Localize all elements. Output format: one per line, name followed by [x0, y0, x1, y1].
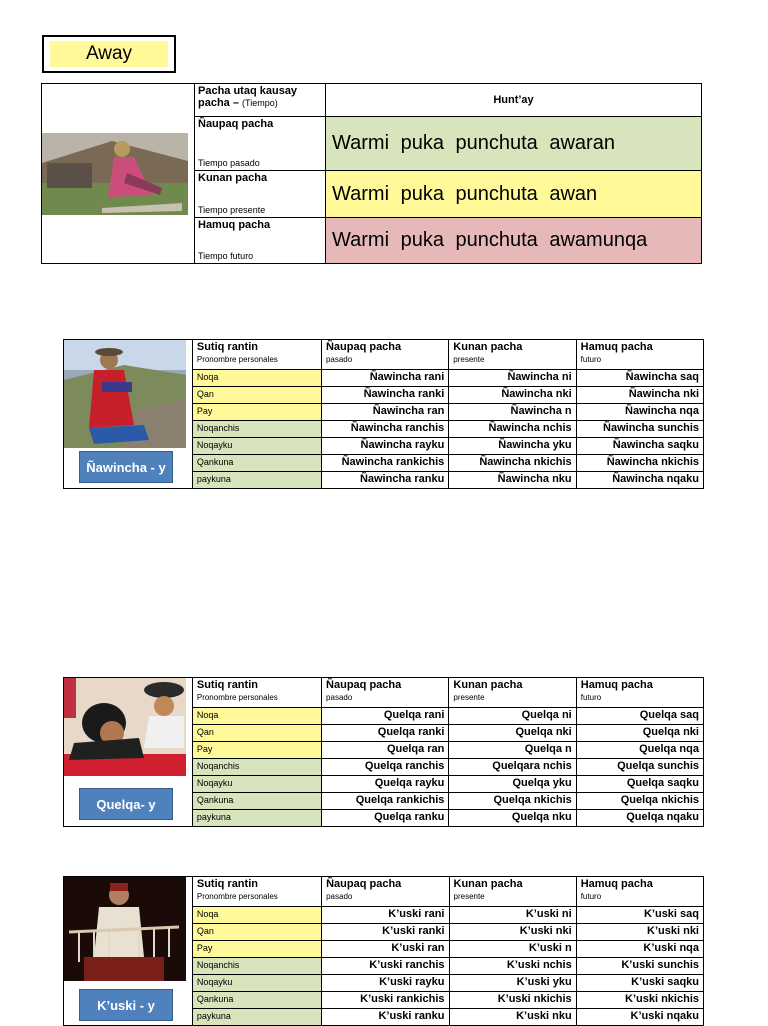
away-label: Away: [50, 41, 168, 67]
past-form: Ñawincha ranki: [321, 387, 448, 404]
tense-present-cell: Kunan pacha Tiempo presente: [195, 171, 326, 218]
present-form: Ñawincha nkichis: [449, 455, 576, 472]
tense-future-cell: Hamuq pacha Tiempo futuro: [195, 218, 326, 264]
present-form: Ñawincha n: [449, 404, 576, 421]
past-form: Ñawincha ran: [321, 404, 448, 421]
pronoun-cell: Noqanchis: [192, 958, 321, 975]
past-form: Ñawincha rani: [321, 370, 448, 387]
past-form: K’uski ran: [322, 941, 449, 958]
present-form: Quelqa nki: [449, 725, 576, 742]
pronoun-cell: Qan: [192, 725, 321, 742]
present-form: Ñawincha ni: [449, 370, 576, 387]
past-form: K’uski rayku: [322, 975, 449, 992]
present-form: Quelqa nkichis: [449, 793, 576, 810]
pronoun-cell: Qan: [192, 387, 321, 404]
sentence-present: Warmi puka punchuta awan: [326, 171, 702, 218]
future-form: K’uski nqa: [576, 941, 703, 958]
pronoun-cell: Noqa: [192, 708, 321, 725]
present-form: K’uski nki: [449, 924, 576, 941]
future-form: Quelqa nqaku: [576, 810, 703, 827]
present-form: Ñawincha nki: [449, 387, 576, 404]
past-form: Ñawincha rankichis: [321, 455, 448, 472]
conjugation-table: [63, 876, 704, 1026]
future-form: Ñawincha sunchis: [576, 421, 703, 438]
future-form: Quelqa nqa: [576, 742, 703, 759]
header-past: Ñaupaq pacha pasado: [322, 877, 449, 907]
pronoun-cell: Noqanchis: [192, 759, 321, 776]
future-form: Quelqa saqku: [576, 776, 703, 793]
past-form: Ñawincha rayku: [321, 438, 448, 455]
conjugation-table: [63, 339, 704, 489]
future-form: Quelqa saq: [576, 708, 703, 725]
header-pronoun: Sutiq rantin Pronombre personales: [192, 678, 321, 708]
past-form: Quelqa ranki: [322, 725, 449, 742]
past-form: Quelqa rani: [322, 708, 449, 725]
past-form: Quelqa ranku: [322, 810, 449, 827]
past-form: Quelqa ranchis: [322, 759, 449, 776]
sentence-col-header: Hunt’ay: [326, 84, 702, 117]
past-form: Quelqa rayku: [322, 776, 449, 793]
future-form: Quelqa nkichis: [576, 793, 703, 810]
present-form: Ñawincha nku: [449, 472, 576, 489]
tense-table: [41, 83, 702, 264]
past-form: K’uski rani: [322, 907, 449, 924]
pronoun-cell: paykuna: [192, 1009, 321, 1026]
pronoun-cell: Qankuna: [192, 455, 321, 472]
future-form: Quelqa sunchis: [576, 759, 703, 776]
header-past: Ñaupaq pacha pasado: [321, 340, 448, 370]
pronoun-cell: Pay: [192, 742, 321, 759]
future-form: K’uski sunchis: [576, 958, 703, 975]
present-form: K’uski ni: [449, 907, 576, 924]
past-form: K’uski ranku: [322, 1009, 449, 1026]
verb-photo-cell: [64, 678, 193, 827]
header-pronoun: Sutiq rantin Pronombre personales: [192, 877, 321, 907]
pronoun-cell: Noqayku: [192, 438, 321, 455]
future-form: Ñawincha nki: [576, 387, 703, 404]
header-pronoun: Sutiq rantin Pronombre personales: [192, 340, 321, 370]
past-form: Ñawincha ranku: [321, 472, 448, 489]
pronoun-cell: Noqayku: [192, 776, 321, 793]
writing-child-photo: [64, 678, 186, 776]
future-form: Ñawincha nqa: [576, 404, 703, 421]
future-form: Ñawincha saq: [576, 370, 703, 387]
header-future: Hamuq pacha futuro: [576, 678, 703, 708]
present-form: Quelqara nchis: [449, 759, 576, 776]
conjugation-table: [63, 677, 704, 827]
header-present: Kunan pacha presente: [449, 678, 576, 708]
pronoun-cell: Noqanchis: [192, 421, 321, 438]
pronoun-cell: Noqa: [192, 907, 321, 924]
past-form: K’uski rankichis: [322, 992, 449, 1009]
present-form: Quelqa ni: [449, 708, 576, 725]
past-form: K’uski ranchis: [322, 958, 449, 975]
weaving-man-photo: [64, 877, 186, 981]
past-form: Ñawincha ranchis: [321, 421, 448, 438]
pronoun-cell: paykuna: [192, 810, 321, 827]
pronoun-cell: Qankuna: [192, 992, 321, 1009]
tense-col-header: Pacha utaq kausay pacha – (Tiempo): [195, 84, 326, 117]
pronoun-cell: paykuna: [192, 472, 321, 489]
pronoun-cell: Noqa: [192, 370, 321, 387]
weaving-woman-photo: [42, 133, 188, 215]
header-present: Kunan pacha presente: [449, 340, 576, 370]
reading-woman-photo: [64, 340, 186, 448]
future-form: Quelqa nki: [576, 725, 703, 742]
header-past: Ñaupaq pacha pasado: [322, 678, 449, 708]
sentence-future: Warmi puka punchuta awamunqa: [326, 218, 702, 264]
future-form: K’uski nqaku: [576, 1009, 703, 1026]
verb-badge: Ñawincha - y: [79, 451, 173, 483]
sentence-past: Warmi puka punchuta awaran: [326, 117, 702, 171]
pronoun-cell: Noqayku: [192, 975, 321, 992]
future-form: K’uski saq: [576, 907, 703, 924]
pronoun-cell: Qan: [192, 924, 321, 941]
future-form: Ñawincha nqaku: [576, 472, 703, 489]
weaving-photo-cell: [42, 84, 195, 264]
header-present: Kunan pacha presente: [449, 877, 576, 907]
present-form: K’uski nchis: [449, 958, 576, 975]
present-form: K’uski yku: [449, 975, 576, 992]
away-label-box: [42, 35, 176, 73]
future-form: Ñawincha saqku: [576, 438, 703, 455]
pronoun-cell: Pay: [192, 941, 321, 958]
header-future: Hamuq pacha futuro: [576, 877, 703, 907]
verb-badge: K’uski - y: [79, 989, 173, 1021]
present-form: K’uski n: [449, 941, 576, 958]
header-future: Hamuq pacha futuro: [576, 340, 703, 370]
verb-photo-cell: [64, 340, 193, 489]
present-form: Ñawincha nchis: [449, 421, 576, 438]
past-form: Quelqa ran: [322, 742, 449, 759]
present-form: K’uski nkichis: [449, 992, 576, 1009]
present-form: Quelqa n: [449, 742, 576, 759]
future-form: K’uski nkichis: [576, 992, 703, 1009]
verb-badge: Quelqa- y: [79, 788, 173, 820]
present-form: Quelqa yku: [449, 776, 576, 793]
present-form: Quelqa nku: [449, 810, 576, 827]
past-form: K’uski ranki: [322, 924, 449, 941]
future-form: K’uski nki: [576, 924, 703, 941]
pronoun-cell: Qankuna: [192, 793, 321, 810]
pronoun-cell: Pay: [192, 404, 321, 421]
future-form: Ñawincha nkichis: [576, 455, 703, 472]
future-form: K’uski saqku: [576, 975, 703, 992]
verb-photo-cell: [64, 877, 193, 1026]
past-form: Quelqa rankichis: [322, 793, 449, 810]
present-form: K’uski nku: [449, 1009, 576, 1026]
present-form: Ñawincha yku: [449, 438, 576, 455]
tense-past-cell: Ñaupaq pacha Tiempo pasado: [195, 117, 326, 171]
